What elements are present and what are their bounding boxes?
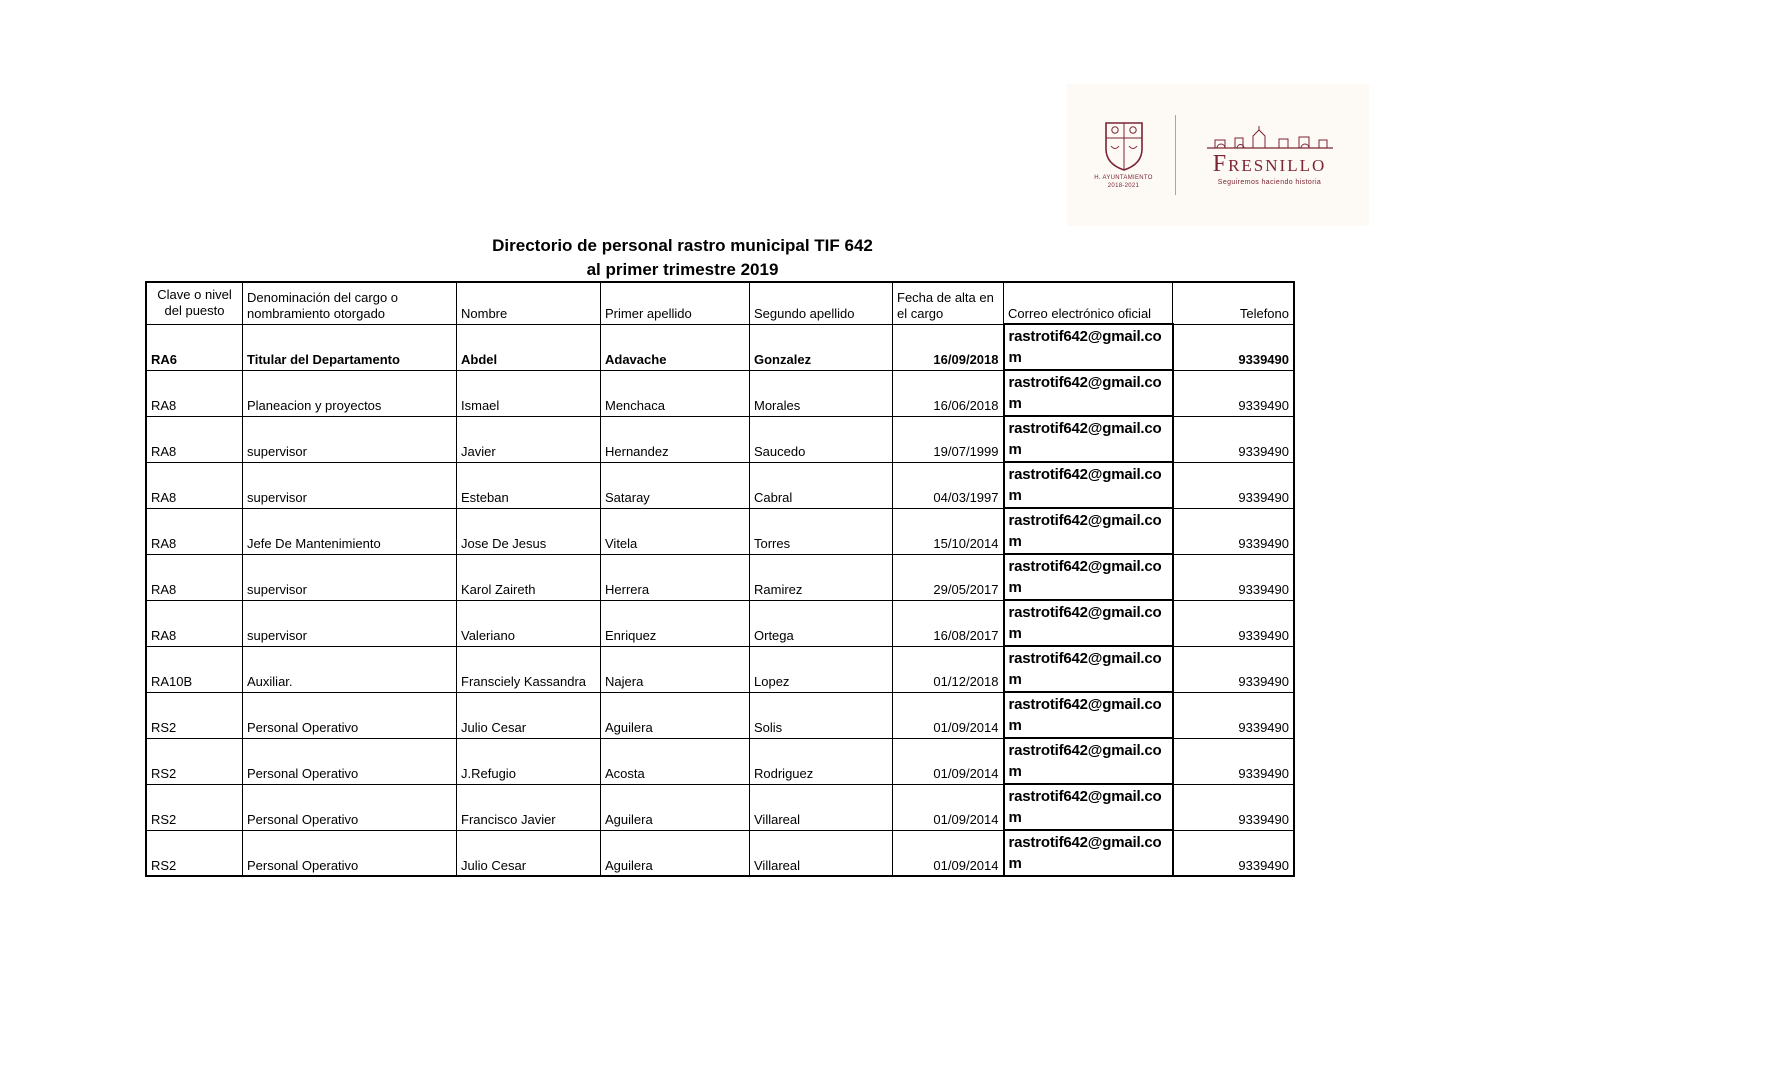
- clave-cell: RS2: [146, 738, 243, 784]
- nombre-cell: Francisco Javier: [457, 784, 601, 830]
- nombre-cell: Javier: [457, 416, 601, 462]
- logo-divider: [1175, 115, 1176, 195]
- telefono-cell: 9339490: [1173, 416, 1295, 462]
- clave-cell: RA8: [146, 600, 243, 646]
- clave-cell: RA8: [146, 462, 243, 508]
- fresnillo-wordmark-block: [1190, 124, 1350, 186]
- primer-apellido-cell: Enriquez: [601, 600, 750, 646]
- primer-apellido-cell: Aguilera: [601, 692, 750, 738]
- nombre-cell: Esteban: [457, 462, 601, 508]
- segundo-apellido-cell: Cabral: [750, 462, 893, 508]
- telefono-cell: 9339490: [1173, 324, 1295, 370]
- fecha-alta-cell: 01/12/2018: [893, 646, 1004, 692]
- primer-apellido-cell: Menchaca: [601, 370, 750, 416]
- clave-cell: RS2: [146, 830, 243, 876]
- cargo-cell: Personal Operativo: [243, 738, 457, 784]
- table-row: [146, 738, 1294, 784]
- telefono-cell: 9339490: [1173, 784, 1295, 830]
- cargo-cell: supervisor: [243, 462, 457, 508]
- table-row: [146, 646, 1294, 692]
- fecha-alta-cell: 16/09/2018: [893, 324, 1004, 370]
- cargo-cell: supervisor: [243, 600, 457, 646]
- fecha-alta-cell: 04/03/1997: [893, 462, 1004, 508]
- segundo-apellido-cell: Torres: [750, 508, 893, 554]
- table-head: [146, 282, 1294, 324]
- telefono-cell: 9339490: [1173, 508, 1295, 554]
- telefono-cell: 9339490: [1173, 462, 1295, 508]
- clave-cell: RA10B: [146, 646, 243, 692]
- correo-cell: rastrotif642@gmail.com: [1004, 324, 1173, 370]
- correo-cell: rastrotif642@gmail.com: [1004, 554, 1173, 600]
- clave-cell: RA8: [146, 416, 243, 462]
- correo-cell: rastrotif642@gmail.com: [1004, 508, 1173, 554]
- correo-cell: rastrotif642@gmail.com: [1004, 784, 1173, 830]
- directory-table: [145, 281, 1295, 877]
- fresnillo-wordmark: Fresnillo: [1212, 151, 1327, 177]
- primer-apellido-cell: Herrera: [601, 554, 750, 600]
- fecha-alta-cell: 29/05/2017: [893, 554, 1004, 600]
- clave-cell: RA8: [146, 508, 243, 554]
- column-header: Telefono: [1173, 282, 1295, 324]
- correo-cell: rastrotif642@gmail.com: [1004, 738, 1173, 784]
- table-row: [146, 692, 1294, 738]
- table-row: [146, 784, 1294, 830]
- column-header: Clave o nivel del puesto: [146, 282, 243, 324]
- fecha-alta-cell: 01/09/2014: [893, 692, 1004, 738]
- cargo-cell: Jefe De Mantenimiento: [243, 508, 457, 554]
- fecha-alta-cell: 19/07/1999: [893, 416, 1004, 462]
- primer-apellido-cell: Najera: [601, 646, 750, 692]
- cargo-cell: Personal Operativo: [243, 830, 457, 876]
- telefono-cell: 9339490: [1173, 370, 1295, 416]
- nombre-cell: J.Refugio: [457, 738, 601, 784]
- telefono-cell: 9339490: [1173, 600, 1295, 646]
- clave-cell: RA8: [146, 554, 243, 600]
- segundo-apellido-cell: Morales: [750, 370, 893, 416]
- telefono-cell: 9339490: [1173, 830, 1295, 876]
- municipal-crest: [1087, 120, 1161, 189]
- primer-apellido-cell: Aguilera: [601, 830, 750, 876]
- primer-apellido-cell: Hernandez: [601, 416, 750, 462]
- primer-apellido-cell: Aguilera: [601, 784, 750, 830]
- document-title: [145, 234, 1220, 282]
- primer-apellido-cell: Vitela: [601, 508, 750, 554]
- telefono-cell: 9339490: [1173, 738, 1295, 784]
- nombre-cell: Jose De Jesus: [457, 508, 601, 554]
- fecha-alta-cell: 01/09/2014: [893, 738, 1004, 784]
- telefono-cell: 9339490: [1173, 554, 1295, 600]
- cargo-cell: supervisor: [243, 554, 457, 600]
- clave-cell: RA6: [146, 324, 243, 370]
- fresnillo-logo: [1067, 84, 1369, 226]
- table-row: [146, 370, 1294, 416]
- column-header: Primer apellido: [601, 282, 750, 324]
- nombre-cell: Abdel: [457, 324, 601, 370]
- table-row: [146, 324, 1294, 370]
- correo-cell: rastrotif642@gmail.com: [1004, 416, 1173, 462]
- segundo-apellido-cell: Gonzalez: [750, 324, 893, 370]
- segundo-apellido-cell: Lopez: [750, 646, 893, 692]
- segundo-apellido-cell: Ortega: [750, 600, 893, 646]
- column-header: Nombre: [457, 282, 601, 324]
- primer-apellido-cell: Adavache: [601, 324, 750, 370]
- segundo-apellido-cell: Ramirez: [750, 554, 893, 600]
- segundo-apellido-cell: Villareal: [750, 830, 893, 876]
- title-line-1: Directorio de personal rastro municipal TIF 642: [492, 236, 873, 255]
- column-header: Fecha de alta en el cargo: [893, 282, 1004, 324]
- table-row: [146, 554, 1294, 600]
- nombre-cell: Julio Cesar: [457, 692, 601, 738]
- cargo-cell: Personal Operativo: [243, 784, 457, 830]
- column-header: Correo electrónico oficial: [1004, 282, 1173, 324]
- correo-cell: rastrotif642@gmail.com: [1004, 462, 1173, 508]
- cargo-cell: supervisor: [243, 416, 457, 462]
- correo-cell: rastrotif642@gmail.com: [1004, 692, 1173, 738]
- nombre-cell: Valeriano: [457, 600, 601, 646]
- table-header-row: [146, 282, 1294, 324]
- title-line-2: al primer trimestre 2019: [586, 260, 779, 279]
- cargo-cell: Personal Operativo: [243, 692, 457, 738]
- table-row: [146, 462, 1294, 508]
- column-header: Denominación del cargo o nombramiento otorgado: [243, 282, 457, 324]
- fecha-alta-cell: 01/09/2014: [893, 830, 1004, 876]
- crest-icon: [1102, 120, 1146, 172]
- segundo-apellido-cell: Rodriguez: [750, 738, 893, 784]
- segundo-apellido-cell: Villareal: [750, 784, 893, 830]
- clave-cell: RS2: [146, 692, 243, 738]
- cargo-cell: Planeacion y proyectos: [243, 370, 457, 416]
- logo-tagline: Seguiremos haciendo historia: [1217, 179, 1322, 186]
- table-row: [146, 416, 1294, 462]
- correo-cell: rastrotif642@gmail.com: [1004, 646, 1173, 692]
- fecha-alta-cell: 15/10/2014: [893, 508, 1004, 554]
- nombre-cell: Ismael: [457, 370, 601, 416]
- telefono-cell: 9339490: [1173, 646, 1295, 692]
- table-row: [146, 508, 1294, 554]
- column-header: Segundo apellido: [750, 282, 893, 324]
- correo-cell: rastrotif642@gmail.com: [1004, 370, 1173, 416]
- skyline-icon: [1205, 124, 1335, 150]
- cargo-cell: Titular del Departamento: [243, 324, 457, 370]
- segundo-apellido-cell: Solis: [750, 692, 893, 738]
- correo-cell: rastrotif642@gmail.com: [1004, 830, 1173, 876]
- table-body: [146, 324, 1294, 876]
- fecha-alta-cell: 16/06/2018: [893, 370, 1004, 416]
- correo-cell: rastrotif642@gmail.com: [1004, 600, 1173, 646]
- cargo-cell: Auxiliar.: [243, 646, 457, 692]
- telefono-cell: 9339490: [1173, 692, 1295, 738]
- fecha-alta-cell: 01/09/2014: [893, 784, 1004, 830]
- fecha-alta-cell: 16/08/2017: [893, 600, 1004, 646]
- crest-caption: H. AYUNTAMIENTO 2018-2021: [1094, 175, 1153, 189]
- primer-apellido-cell: Sataray: [601, 462, 750, 508]
- primer-apellido-cell: Acosta: [601, 738, 750, 784]
- nombre-cell: Fransciely Kassandra: [457, 646, 601, 692]
- segundo-apellido-cell: Saucedo: [750, 416, 893, 462]
- nombre-cell: Julio Cesar: [457, 830, 601, 876]
- table-row: [146, 830, 1294, 876]
- table-row: [146, 600, 1294, 646]
- clave-cell: RA8: [146, 370, 243, 416]
- clave-cell: RS2: [146, 784, 243, 830]
- nombre-cell: Karol Zaireth: [457, 554, 601, 600]
